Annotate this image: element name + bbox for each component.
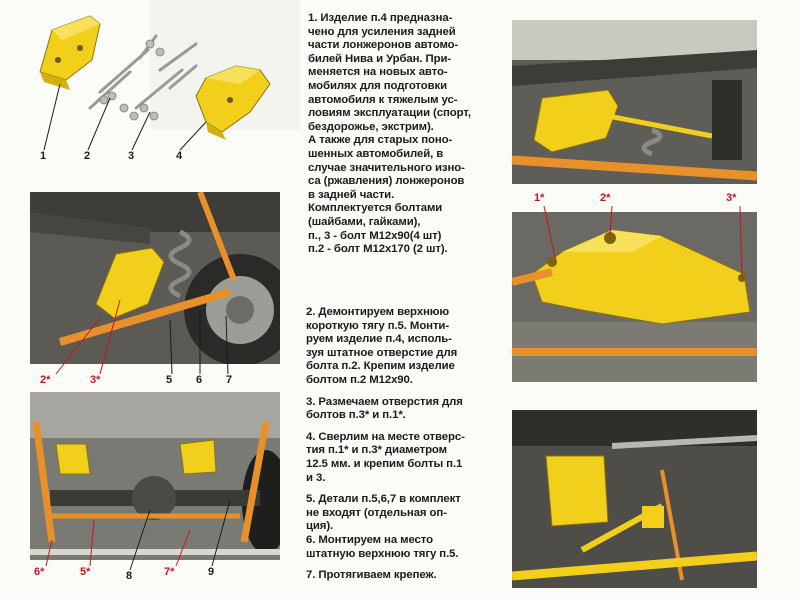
photo1-callout-5: 5 bbox=[166, 374, 173, 386]
step-2: 2. Демонтируем верхнюю короткую тягу п.5. Монти- руем изделие п.4, исполь- зуя штатное отверстие для болта п.2. Крепим изделие болтом п.2 М12х90. bbox=[306, 306, 458, 386]
step-6: 6. Монтируем на место штатную верхнюю тягу п.5. bbox=[306, 533, 459, 560]
parts-callout-4: 4 bbox=[176, 150, 183, 162]
step-5: 5. Детали п.5,6,7 в комплект не входят (отдельная оп- ция). bbox=[306, 493, 461, 533]
step-4: 4. Сверлим на месте отверс- тия п.1* и п.3* диаметром 12.5 мм. и крепим болты п.1 и 3. bbox=[306, 430, 465, 484]
parts-callout-3: 3 bbox=[128, 150, 135, 162]
step-3: 3. Размечаем отверстия для болтов п.3* и п.1*. bbox=[306, 395, 463, 422]
photo2-callout-7: 7* bbox=[164, 566, 175, 578]
photo2-callout-9: 9 bbox=[208, 566, 215, 578]
photo1-callout-2: 2* bbox=[40, 374, 51, 386]
instructions-intro: 1. Изделие п.4 предназна- чено для усиления задней части лонжеронов автомо- билей Нива и Урбан. При- меняется на новых авто- мобилях для подготовки автомобиля к тяжелым ус- ловиям эксплуатации (спорт, бездорожье, экстрим). А также для старых поно- шенных автомобилей, в случае значительного изно- са (ржавления) лонжеронов в задней части. bbox=[308, 12, 471, 201]
photo1-callout-3: 3* bbox=[90, 374, 101, 386]
photo2-callout-5: 5* bbox=[80, 566, 91, 578]
photo3-callout-3: 3* bbox=[726, 192, 737, 204]
parts-callout-2: 2 bbox=[84, 150, 91, 162]
photo1-callout-7: 7 bbox=[226, 374, 233, 386]
instructions-kit: Комплектуется болтами (шайбами, гайками), п., 3 - болт М12х90(4 шт) п.2 - болт М12х170 (2 шт). bbox=[308, 202, 448, 256]
photo3-callout-1: 1* bbox=[534, 192, 545, 204]
parts-callout-1: 1 bbox=[40, 150, 47, 162]
photo1-callout-6: 6 bbox=[196, 374, 203, 386]
photo2-callout-8: 8 bbox=[126, 570, 133, 582]
photo3-callout-2: 2* bbox=[600, 192, 611, 204]
photo2-callout-6: 6* bbox=[34, 566, 45, 578]
photo-linkage-installed bbox=[512, 410, 757, 588]
step-7: 7. Протягиваем крепеж. bbox=[306, 569, 437, 582]
